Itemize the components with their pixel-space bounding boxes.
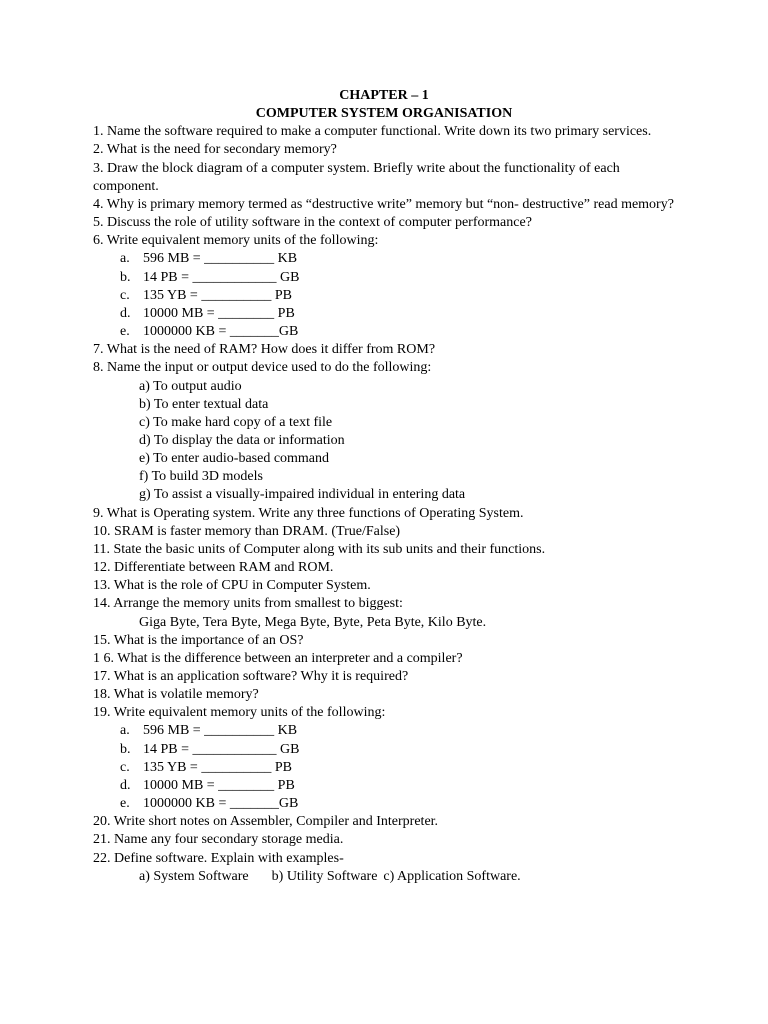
question-6-item-c <box>93 287 693 305</box>
item-label: d. <box>120 777 131 793</box>
question-10: 10. SRAM is faster memory than DRAM. (True/False) <box>93 523 401 539</box>
question-8-item: e) To enter audio-based command <box>139 451 330 467</box>
question-14: 14. Arrange the memory units from smallest to biggest: <box>93 596 403 612</box>
item-label: c. <box>120 759 130 775</box>
item-text: 14 PB = ____________ GB <box>143 269 300 285</box>
question-13: 13. What is the role of CPU in Computer System. <box>93 578 371 594</box>
question-16: 1 6. What is the difference between an interpreter and a compiler? <box>93 650 463 666</box>
question-2: 2. What is the need for secondary memory? <box>93 142 337 158</box>
question-19: 19. Write equivalent memory units of the following: <box>93 705 386 721</box>
question-8-item: f) To build 3D models <box>139 469 263 485</box>
item-label: b. <box>120 269 131 285</box>
question-12: 12. Differentiate between RAM and ROM. <box>93 560 334 576</box>
question-19-item-c <box>93 759 693 777</box>
question-8-item: b) To enter textual data <box>139 396 269 412</box>
question-15: 15. What is the importance of an OS? <box>93 632 304 648</box>
item-text: 135 YB = __________ PB <box>143 759 292 775</box>
item-text: 1000000 KB = _______GB <box>143 796 299 812</box>
question-4: 4. Why is primary memory termed as “destructive write” memory but “non- destructive” read memory? <box>93 196 674 212</box>
item-text: 10000 MB = ________ PB <box>143 305 295 321</box>
item-label: a. <box>120 251 130 267</box>
question-8-item: d) To display the data or information <box>139 432 345 448</box>
question-6-item-a <box>93 250 693 268</box>
question-22-options <box>93 868 693 886</box>
question-3: 3. Draw the block diagram of a computer system. Briefly write about the functionality of each component. <box>93 160 620 194</box>
question-9: 9. What is Operating system. Write any three functions of Operating System. <box>93 505 524 521</box>
question-5: 5. Discuss the role of utility software in the context of computer performance? <box>93 215 532 231</box>
question-7: 7. What is the need of RAM? How does it differ from ROM? <box>93 342 436 358</box>
question-21: 21. Name any four secondary storage media. <box>93 832 344 848</box>
item-text: 1000000 KB = _______GB <box>143 324 299 340</box>
question-6-item-e <box>93 323 693 341</box>
question-8-item: c) To make hard copy of a text file <box>139 414 333 430</box>
question-19-item-d <box>93 777 693 795</box>
question-19-item-e <box>93 795 693 813</box>
question-19-item-a <box>93 722 693 740</box>
question-20: 20. Write short notes on Assembler, Compiler and Interpreter. <box>93 814 439 830</box>
question-14-detail: Giga Byte, Tera Byte, Mega Byte, Byte, Peta Byte, Kilo Byte. <box>139 614 487 630</box>
item-text: 10000 MB = ________ PB <box>143 777 295 793</box>
item-label: b. <box>120 741 131 757</box>
item-label: a. <box>120 723 130 739</box>
question-17: 17. What is an application software? Why it is required? <box>93 669 409 684</box>
question-6: 6. Write equivalent memory units of the following: <box>93 233 379 249</box>
item-text: 135 YB = __________ PB <box>143 287 292 303</box>
question-19-item-b <box>93 741 693 759</box>
item-text: 596 MB = __________ KB <box>143 251 298 267</box>
question-6-item-d <box>93 305 693 323</box>
item-label: d. <box>120 305 131 321</box>
item-text: 14 PB = ____________ GB <box>143 741 300 757</box>
question-11: 11. State the basic units of Computer along with its sub units and their functions. <box>93 541 546 557</box>
question-6-item-b <box>93 269 693 287</box>
question-22: 22. Define software. Explain with examples- <box>93 850 344 866</box>
item-text: 596 MB = __________ KB <box>143 723 298 739</box>
question-1: 1. Name the software required to make a computer functional. Write down its two primary services. <box>93 124 652 140</box>
option-utility-software: b) Utility Software <box>271 868 378 884</box>
item-label: e. <box>120 796 130 812</box>
item-label: e. <box>120 324 130 340</box>
question-18: 18. What is volatile memory? <box>93 687 259 703</box>
option-application-software: c) Application Software. <box>383 868 521 884</box>
question-8-item: a) To output audio <box>139 378 242 394</box>
item-label: c. <box>120 287 130 303</box>
question-list <box>93 87 693 886</box>
chapter-title: COMPUTER SYSTEM ORGANISATION <box>255 106 513 122</box>
question-8: 8. Name the input or output device used to do the following: <box>93 360 432 376</box>
question-8-item: g) To assist a visually-impaired individual in entering data <box>139 487 466 503</box>
chapter-heading: CHAPTER – 1 <box>339 88 429 103</box>
option-system-software: a) System Software <box>139 868 249 884</box>
